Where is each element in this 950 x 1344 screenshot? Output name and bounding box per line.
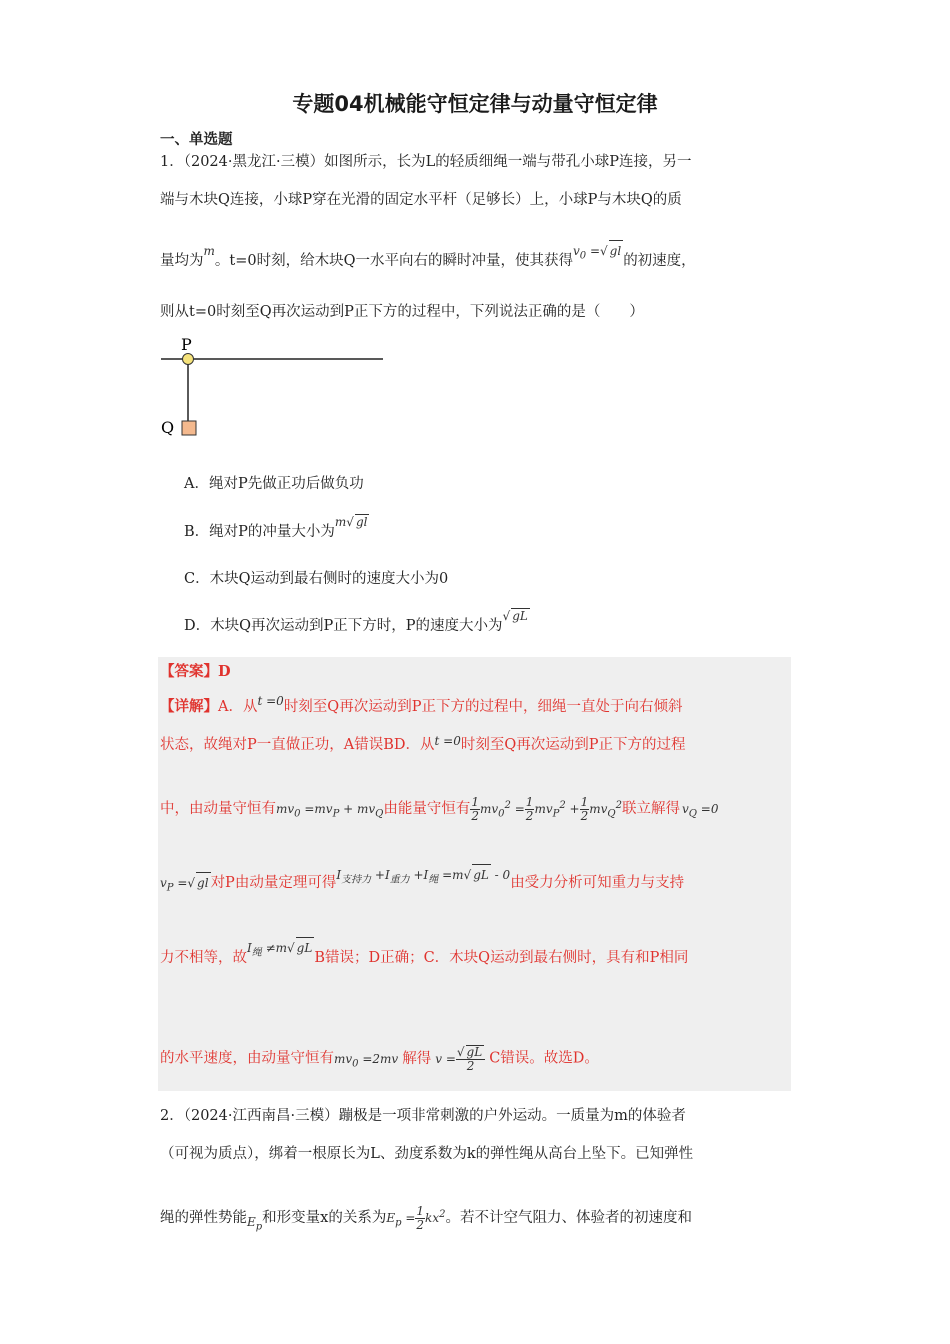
option-d: [184, 609, 530, 635]
math-vq0: $v_Q =0$: [681, 802, 719, 820]
option-a: A．绳对P先做正功后做负功: [184, 476, 364, 492]
page-title: 专题04机械能守恒定律与动量守恒定律: [292, 92, 658, 116]
answer-r3a: 中，由动量守恒有: [160, 801, 276, 817]
math-sqrt-gL: √ gL: [502, 609, 528, 623]
block-q: [182, 421, 196, 435]
q1-figure: [155, 330, 395, 440]
math-impulse: I支持力 +I重力 +I绳 =m√ gL - 0: [336, 868, 510, 882]
answer-r5b: B错误；D正确；C．木块Q运动到最右侧时，具有和P相同: [314, 950, 689, 966]
answer-row-6: [160, 1045, 599, 1074]
option-d-text: D．木块Q再次运动到P正下方时，P的速度大小为: [184, 618, 503, 634]
label-p: P: [181, 335, 192, 354]
q2-line-3c: 。若不计空气阻力、体验者的初速度和: [445, 1210, 692, 1226]
math-ep-formula: $E_p$ = $\frac{1}{2}$ $kx^2$: [386, 1204, 446, 1232]
answer-r4a: 对P由动量定理可得: [210, 875, 337, 891]
q1-line-3: [160, 244, 696, 276]
detail-label: 【详解】: [160, 698, 218, 715]
ball-p: [183, 354, 194, 365]
q1-line-2: 端与木块Q连接，小球P穿在光滑的固定水平杆（足够长）上，小球P与木块Q的质: [160, 192, 682, 208]
math-momentum: $mv_0 =mv_P + mv_Q$: [276, 802, 384, 820]
label-q: Q: [161, 418, 175, 437]
option-b: [184, 515, 369, 541]
answer-r6c: C错误。故选D。: [489, 1050, 599, 1067]
q2-line-3a: 绳的弹性势能: [160, 1210, 247, 1226]
section-heading: 一、单选题: [160, 132, 233, 148]
answer-row-4: [160, 868, 685, 898]
answer-r5a: 力不相等，故: [160, 950, 247, 966]
math-i-rope: I绳 ≠m√ gL: [247, 941, 314, 955]
answer-r2b: 时刻至Q再次运动到P正下方的过程: [460, 737, 686, 753]
q2-line-2: （可视为质点），绑着一根原长为L、劲度系数为k的弹性绳从高台上坠下。已知弹性: [160, 1146, 694, 1162]
q1-line-1: 1．（2024·黑龙江·三模）如图所示，长为L的轻质细绳一端与带孔小球P连接，另一: [160, 154, 692, 170]
q1-line-3a: 量均为: [160, 253, 204, 269]
option-c: C．木块Q运动到最右侧时的速度大小为0: [184, 571, 449, 587]
math-m-sqrt-gl: m√ gl: [334, 515, 368, 529]
answer-r3b: 由能量守恒有: [383, 801, 471, 817]
math-vp: $v_P$ =√ gl: [160, 876, 211, 890]
answer-r4b: 由受力分析可知重力与支持: [510, 875, 685, 891]
math-ep: Ep: [247, 1215, 263, 1233]
answer-label: 【答案】D: [160, 663, 231, 680]
answer-row-1: [160, 694, 683, 717]
answer-row-2: [160, 735, 686, 755]
answer-r3c: 联立解得: [621, 801, 680, 817]
answer-r1b: 时刻至Q再次运动到P正下方的过程中，细绳一直处于向右倾斜: [283, 699, 683, 715]
answer-row-3: [160, 796, 718, 824]
math-mv0-2mv: $mv_0 =2mv$: [334, 1051, 399, 1069]
answer-r2a: 状态，故绳对P一直做正功，A错误BD．从: [160, 737, 435, 753]
math-t0-b: t =0: [434, 734, 461, 748]
q1-line-4: 则从t=0时刻至Q再次运动到P正下方的过程中，下列说法正确的是（ ）: [160, 304, 644, 320]
answer-r6b: 解得: [402, 1050, 432, 1067]
answer-r1a: A．从: [218, 699, 258, 715]
q1-line-3c: 的初速度，: [623, 253, 696, 269]
math-v0-eq: v0 =√ gl: [573, 244, 623, 258]
answer-r6a: 的水平速度，由动量守恒有: [160, 1050, 334, 1067]
math-v-result: v = $\frac{√ gL}{2}$: [435, 1052, 485, 1066]
math-m: m: [203, 244, 215, 258]
q2-line-1: 2．（2024·江西南昌·三模）蹦极是一项非常刺激的户外运动。一质量为m的体验者: [160, 1108, 686, 1124]
answer-row-5: [160, 941, 689, 973]
q2-line-3b: 和形变量x的关系为: [262, 1210, 387, 1226]
math-t0: t =0: [257, 694, 284, 708]
math-energy: $\frac{1}{2}$ $mv_0^2$ = $\frac{1}{2}$ $mv_P^2$ + $\frac{1}{2}$ $mv_Q^2$: [471, 795, 622, 823]
q1-line-3b: 。t=0时刻，给木块Q一水平向右的瞬时冲量，使其获得: [214, 253, 573, 269]
option-b-text: B．绳对P的冲量大小为: [184, 524, 335, 540]
q2-line-3: [160, 1205, 692, 1233]
